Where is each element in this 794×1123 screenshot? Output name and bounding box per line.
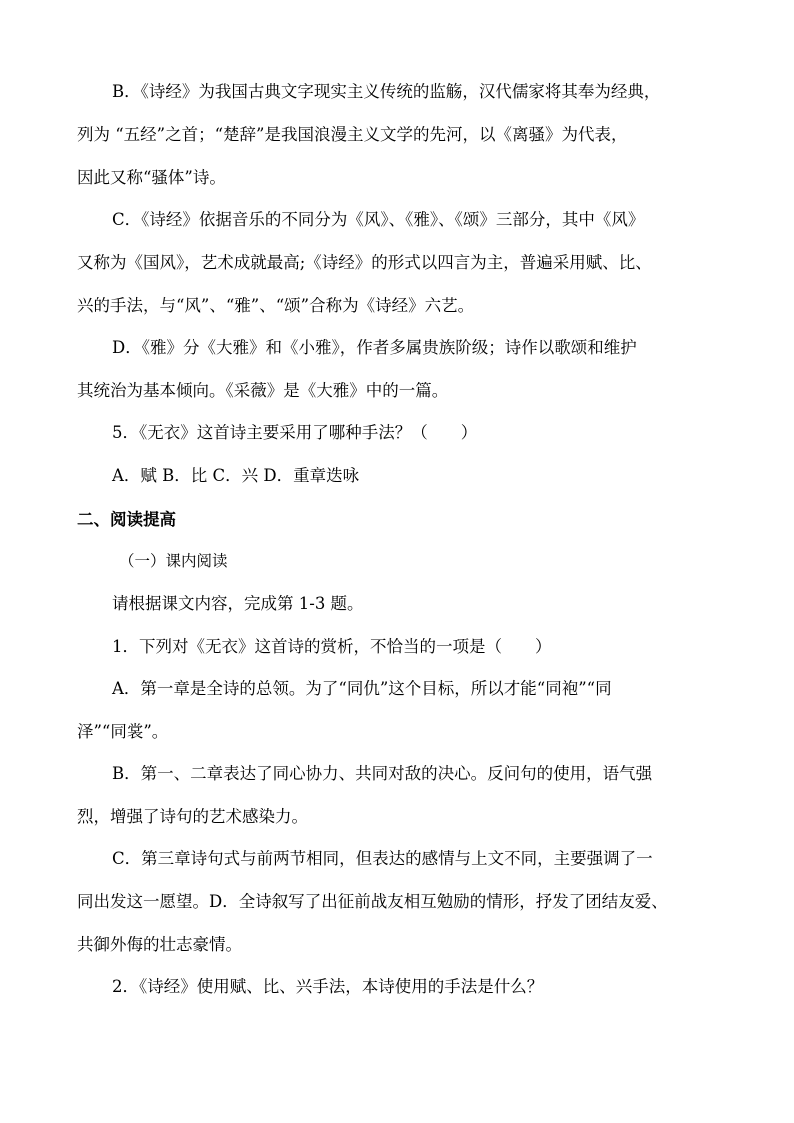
question-5: 5．《无衣》这首诗主要采用了哪种手法？（ ） [112,423,478,442]
option-b-line-2: 列为 “五经”之首；“楚辞”是我国浪漫主义文学的先河，以《离骚》为代表， [77,125,628,144]
option-b-line-1: B．《诗经》为我国古典文字现实主义传统的监觞，汉代儒家将其奉为经典， [112,82,661,101]
section-heading: 二、阅读提高 [77,510,176,529]
option-d-line-2: 其统治为基本倾向。《采薇》是《大雅》中的一篇。 [77,381,449,400]
option-d-line-1: D．《雅》分《大雅》和《小雅》，作者多属贵族阶级；诗作以歌颂和维护 [112,338,637,357]
q1-option-c-line-2: 同出发这一愿望。D．全诗叙写了出征前战友相互勉励的情形，抒发了团结友爱、 [77,892,668,911]
instruction: 请根据课文内容，完成第 1-3 题。 [112,594,364,613]
q1-option-c-line-1: C．第三章诗句式与前两节相同，但表达的感情与上文不同，主要强调了一 [112,849,653,868]
question-1: 1．下列对《无衣》这首诗的赏析，不恰当的一项是（ ） [112,637,552,656]
question-5-options: A．赋 B．比 C．兴 D．重章迭咏 [112,466,360,485]
q1-option-a-line-1: A．第一章是全诗的总领。为了“同仇”这个目标，所以才能“同袍”“同 [112,679,612,698]
subsection-heading: （一）课内阅读 [119,552,228,570]
q1-option-d-line-2: 共御外侮的壮志豪情。 [77,935,242,954]
q1-option-b-line-1: B．第一、二章表达了同心协力、共同对敌的决心。反问句的使用，语气强 [112,764,653,783]
q1-option-a-line-2: 泽”“同裳”。 [77,722,169,741]
option-c-line-3: 兴的手法，与“风”、“雅”、“颂”合称为《诗经》六艺。 [77,296,475,315]
option-c-line-1: C．《诗经》依据音乐的不同分为《风》、《雅》、《颂》三部分，其中《风》 [112,210,645,229]
option-b-line-3: 因此又称“骚体”诗。 [77,168,226,187]
q1-option-b-line-2: 烈，增强了诗句的艺术感染力。 [77,807,308,826]
question-2: 2．《诗经》使用赋、比、兴手法，本诗使用的手法是什么？ [112,977,544,996]
option-c-line-2: 又称为《国风》，艺术成就最高;《诗经》的形式以四言为主，普遍采用赋、比、 [77,253,652,272]
